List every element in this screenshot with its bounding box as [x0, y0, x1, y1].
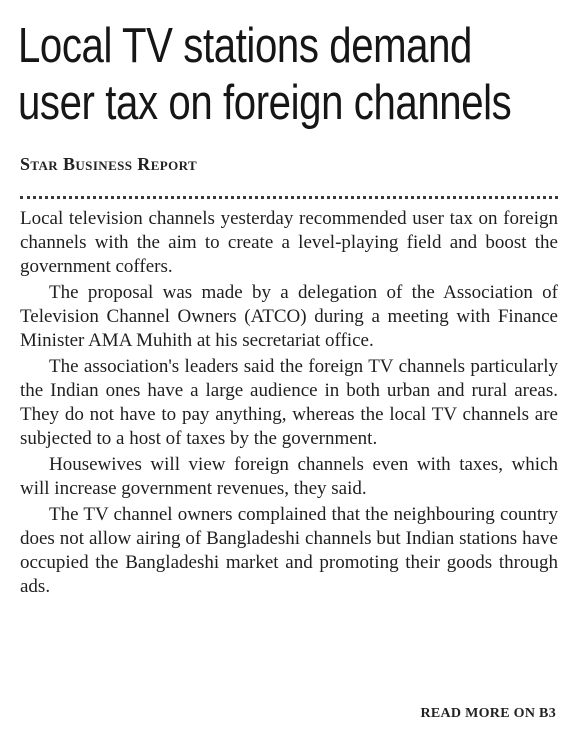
paragraph-5: The TV channel owners complained that the neighbouring country does not allow airing of Bangladeshi channels but Indian stations have occupied the Bangladeshi market and promoting their goods through ads.	[20, 504, 558, 597]
article-headline	[18, 18, 512, 132]
paragraph-3: The association's leaders said the foreign TV channels particularly the Indian ones have a large audience in both urban and rural areas. They do not have to pay anything, whereas the local TV channels are subjected to a host of taxes by the government.	[20, 356, 558, 449]
paragraph-2: The proposal was made by a delegation of the Association of Television Channel Owners (ATCO) during a meeting with Finance Minister AMA Muhith at his secretariat office.	[20, 282, 558, 351]
byline: Star Business Report	[20, 154, 198, 174]
paragraph-1: Local television channels yesterday recommended user tax on foreign channels with the aim to create a level-playing field and boost the government coffers.	[20, 208, 558, 277]
paragraph-4: Housewives will view foreign channels even with taxes, which will increase government revenues, they said.	[20, 454, 558, 499]
read-more-link[interactable]: READ MORE ON B3	[420, 706, 556, 721]
article-body	[20, 207, 558, 601]
dotted-divider	[20, 196, 558, 199]
headline-line-1: Local TV stations demand	[18, 19, 472, 73]
headline-line-2: user tax on foreign channels	[18, 76, 512, 130]
